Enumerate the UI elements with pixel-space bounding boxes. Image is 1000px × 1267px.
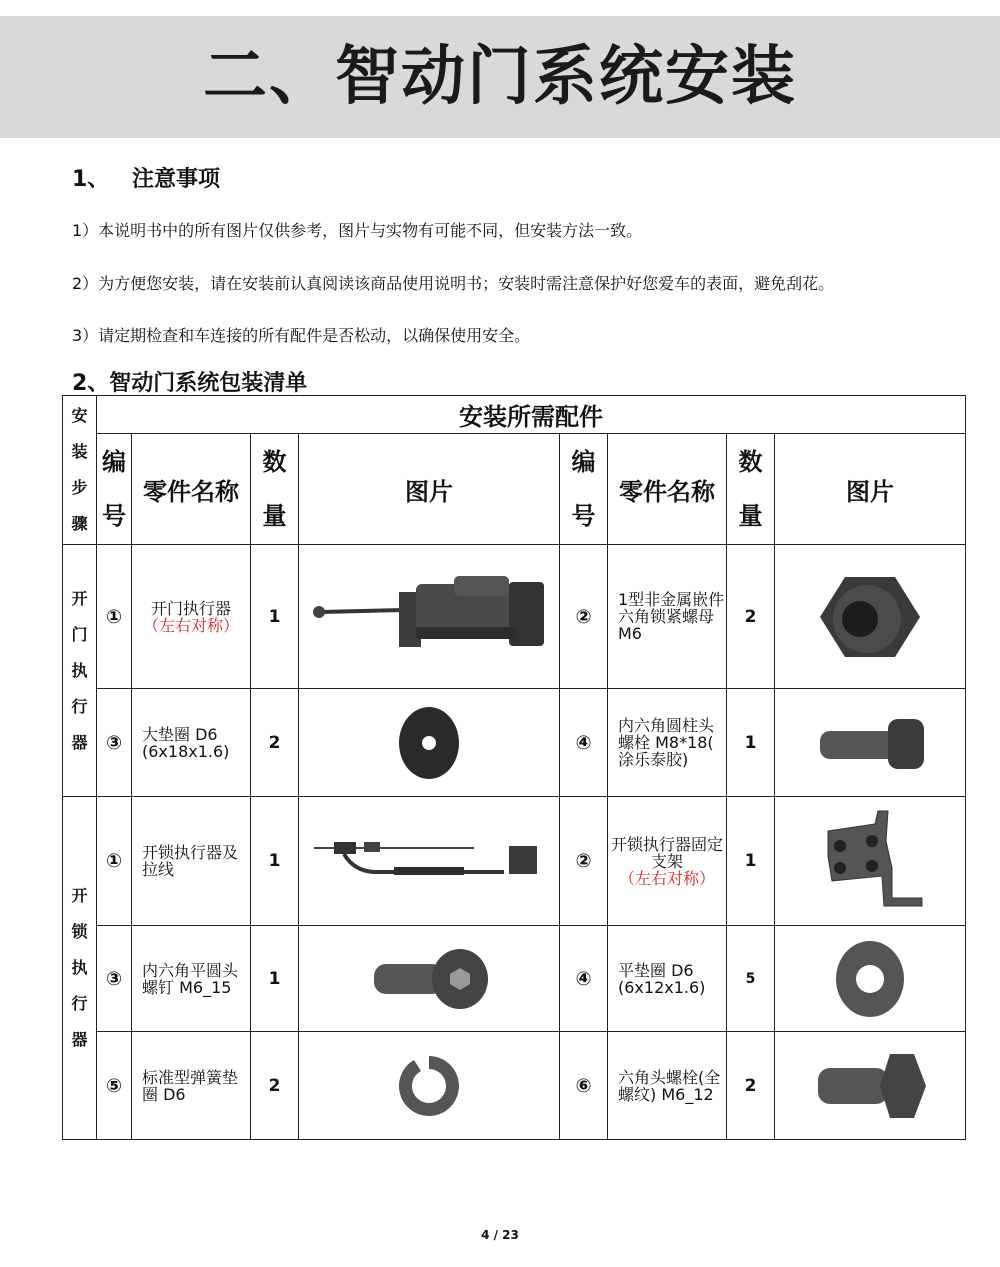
button-head-screw-icon [299, 926, 560, 1032]
section-heading-packing-list: 2、智动门系统包装清单 [72, 371, 308, 396]
picture-header-left: 图片 [299, 434, 560, 545]
part-number: ④ [560, 926, 608, 1032]
page-title: 二、智动门系统安装 [203, 40, 797, 114]
large-washer-icon [299, 689, 560, 797]
socket-bolt-icon [775, 689, 966, 797]
door-actuator-icon [299, 545, 560, 689]
number-header-left: 编号 [97, 434, 132, 545]
table-row [63, 926, 966, 1032]
part-name: 平垫圈 D6 (6x12x1.6) [608, 926, 727, 1032]
required-parts-header: 安装所需配件 [97, 396, 966, 434]
part-name: 六角头螺栓(全螺纹) M6_12 [608, 1032, 727, 1140]
part-name: 开锁执行器及拉线 [132, 797, 251, 926]
spring-washer-icon [299, 1032, 560, 1140]
note-1: 1）本说明书中的所有图片仅供参考，图片与实物有可能不同，但安装方法一致。 [72, 221, 643, 240]
part-number: ② [560, 545, 608, 689]
note-3: 3）请定期检查和车连接的所有配件是否松动，以确保使用安全。 [72, 326, 531, 345]
part-number: ② [560, 797, 608, 926]
qty-header-left: 数量 [251, 434, 299, 545]
packing-list-table [62, 395, 966, 1140]
part-number: ③ [97, 926, 132, 1032]
hex-bolt-icon [775, 1032, 966, 1140]
part-number: ⑤ [97, 1032, 132, 1140]
part-name: 1型非金属嵌件六角锁紧螺母 M6 [608, 545, 727, 689]
part-qty: 1 [251, 545, 299, 689]
part-number: ① [97, 797, 132, 926]
table-row [63, 689, 966, 797]
part-name: 内六角平圆头螺钉 M6_15 [132, 926, 251, 1032]
qty-header-right: 数量 [727, 434, 775, 545]
part-qty: 1 [727, 689, 775, 797]
flat-washer-icon [775, 926, 966, 1032]
part-qty: 2 [251, 1032, 299, 1140]
part-qty: 5 [727, 926, 775, 1032]
part-name: 内六角圆柱头螺栓 M8*18( 涂乐泰胶) [608, 689, 727, 797]
name-header-right: 零件名称 [608, 434, 727, 545]
name-header-left: 零件名称 [132, 434, 251, 545]
note-2: 2）为方便您安装，请在安装前认真阅读该商品使用说明书；安装时需注意保护好您爱车的表面，避免刮花。 [72, 274, 835, 293]
part-name: 开门执行器 （左右对称） [132, 545, 251, 689]
part-qty: 2 [727, 545, 775, 689]
part-number: ① [97, 545, 132, 689]
part-qty: 2 [727, 1032, 775, 1140]
table-row [63, 1032, 966, 1140]
bracket-icon [775, 797, 966, 926]
part-name: 开锁执行器固定支架 （左右对称） [608, 797, 727, 926]
part-name: 大垫圈 D6 (6x18x1.6) [132, 689, 251, 797]
part-qty: 1 [251, 926, 299, 1032]
step-door-actuator: 开门执行器 [63, 545, 97, 797]
step-column-header [63, 396, 97, 545]
lock-actuator-cable-icon [299, 797, 560, 926]
section-heading-notes [72, 162, 220, 193]
table-row [63, 545, 966, 689]
part-qty: 1 [251, 797, 299, 926]
part-number: ⑥ [560, 1032, 608, 1140]
number-header-right: 编号 [560, 434, 608, 545]
part-number: ④ [560, 689, 608, 797]
page-number: 4 / 23 [481, 1228, 519, 1242]
step-lock-actuator: 开锁执行器 [63, 797, 97, 1140]
picture-header-right: 图片 [775, 434, 966, 545]
step-header-text: 安装步骤 [71, 406, 88, 533]
part-qty: 2 [251, 689, 299, 797]
lock-nut-icon [775, 545, 966, 689]
table-row [63, 797, 966, 926]
section-number: 1、 [72, 167, 110, 192]
part-qty: 1 [727, 797, 775, 926]
part-number: ③ [97, 689, 132, 797]
part-name: 标准型弹簧垫圈 D6 [132, 1032, 251, 1140]
title-banner [0, 16, 1000, 138]
section-title: 注意事项 [132, 167, 221, 192]
